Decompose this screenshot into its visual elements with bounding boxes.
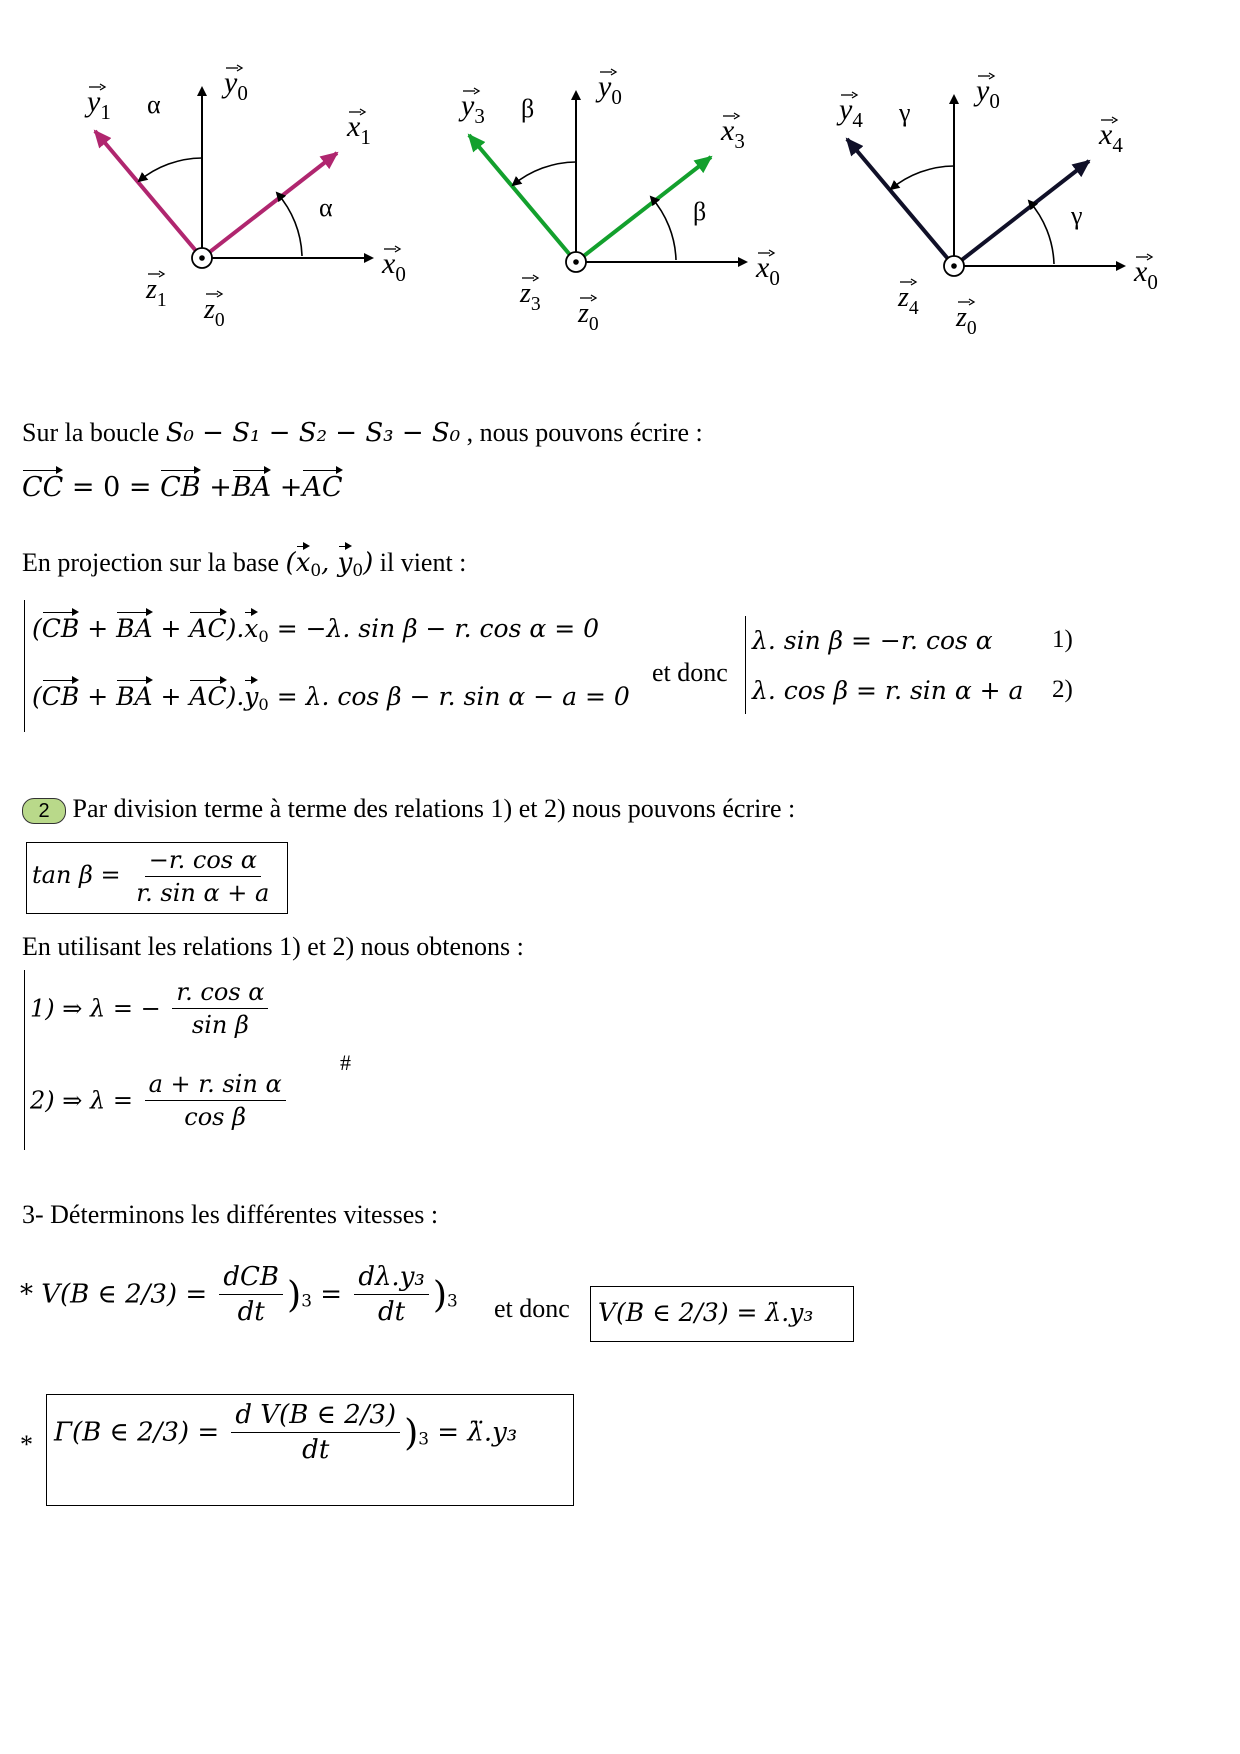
question-badge: 2 <box>22 798 66 824</box>
angle-arc-y <box>513 162 576 185</box>
closure-equation: CC = 0 = CB +BA +AC <box>22 472 343 503</box>
utilisant-sentence: En utilisant les relations 1) et 2) nous obtenons : <box>22 932 524 961</box>
acceleration-denominator: dt <box>302 1435 330 1465</box>
relation-2: λ. cos β = r. sin α + a <box>752 676 1024 705</box>
projection-end: il vient : <box>379 548 467 577</box>
tan-denominator: r. sin α + a <box>136 879 270 907</box>
relations-bar <box>745 616 746 714</box>
velocity-frac2-numerator: dλ.y₃ <box>354 1262 429 1295</box>
angle-arc-y <box>891 166 954 189</box>
angle-arc-x <box>651 197 676 260</box>
angle-diagrams <box>0 0 1240 350</box>
velocity-lhs: V(B ∈ 2/3) = <box>41 1279 208 1310</box>
rotated-y-label: $y_3$ <box>461 89 485 128</box>
angle-label-x: α <box>319 193 333 222</box>
lambda-2-numerator: a + r. sin α <box>145 1070 286 1101</box>
angle-arc-x <box>1029 201 1054 264</box>
acceleration-numerator: d V(B ∈ 2/3) <box>231 1400 400 1433</box>
projection-x-result: = −λ. sin β − r. cos α = 0 <box>276 614 599 643</box>
angle-label-y: β <box>521 94 535 123</box>
lambda-line-1 <box>30 978 272 1039</box>
angle-label-x: β <box>693 197 707 226</box>
velocity-equation: * V(B ∈ 2/3) = $\frac{\text{dCB}}{dt}$ )$_3$ = $\frac{\text{dλ.y₃}}{dt}$ )$_3$ <box>20 1262 458 1327</box>
loop-end: , nous pouvons écrire : <box>466 418 703 447</box>
acceleration-frame: 3 <box>418 1428 430 1449</box>
projection-line-2: (CB + BA + $AC).y_0 = \lambda$. cos β − r. sin α − a = 0 <box>32 682 630 714</box>
tan-lhs: tan β = <box>32 861 121 889</box>
rotated-x-label: $x_3$ <box>721 114 745 153</box>
lambda-system-bar <box>24 970 25 1150</box>
angle-label-y: γ <box>899 98 911 127</box>
projection-sentence: En projection sur la base ($x_0$, $y_0$) il vient : <box>22 548 467 581</box>
rotated-z-label: $z_3$ <box>520 278 541 315</box>
velocity-frac2-denominator: dt <box>378 1297 406 1327</box>
rotated-z-label: $z_1$ <box>146 274 167 311</box>
relation-2-number: 2) <box>1052 676 1073 703</box>
rotated-y-axis <box>95 131 202 258</box>
angle-label-x: γ <box>1071 201 1083 230</box>
projection-line-1: (CB + BA + $AC).x_0 = -\lambda$. sin β − r. cos α = 0 <box>32 614 599 646</box>
velocity-frac1-denominator: dt <box>237 1297 265 1327</box>
closure-zero: = 0 = <box>71 472 152 503</box>
z0-label: $z_0$ <box>578 298 599 335</box>
tan-formula <box>32 846 277 907</box>
z0-label: $z_0$ <box>204 294 225 331</box>
velocity-frac1-numerator: dCB <box>219 1262 283 1295</box>
x0-label: $x_0$ <box>756 251 780 290</box>
acceleration-lhs: Γ(B ∈ 2/3) = <box>54 1417 220 1448</box>
rotated-y-axis <box>469 135 576 262</box>
rotated-z-label: $z_4$ <box>898 282 919 319</box>
lambda-2-denominator: cos β <box>184 1103 246 1131</box>
relation-1: λ. sin β = −r. cos α <box>752 626 993 655</box>
diagram-1 <box>84 65 406 331</box>
lambda-line-2 <box>30 1070 290 1131</box>
y0-label: $y_0$ <box>598 70 622 109</box>
et-donc-label: et donc <box>652 658 728 687</box>
rotated-x-label: $x_1$ <box>347 110 371 149</box>
z0-label: $z_0$ <box>956 302 977 339</box>
relation-1-number: 1) <box>1052 626 1073 653</box>
angle-label-y: α <box>147 90 161 119</box>
lambda-1-label: 1) ⇒ λ = − <box>30 994 161 1023</box>
velocity-et-donc: et donc <box>494 1294 570 1323</box>
lambda-1-numerator: r. cos α <box>172 978 268 1009</box>
rotated-x-axis <box>954 161 1089 266</box>
loop-intro: Sur la boucle <box>22 418 160 447</box>
rotated-y-label: $y_4$ <box>839 93 863 132</box>
angle-arc-y <box>139 158 202 181</box>
angle-arc-x <box>277 193 302 256</box>
y0-label: $y_0$ <box>976 74 1000 113</box>
lambda-1-denominator: sin β <box>191 1011 249 1039</box>
diagram-2 <box>458 69 780 335</box>
y0-label: $y_0$ <box>224 66 248 105</box>
projection-system-bar <box>24 600 25 732</box>
division-text: Par division terme à terme des relations 1) et 2) nous pouvons écrire : <box>72 794 796 823</box>
rotated-x-label: $x_4$ <box>1099 118 1123 157</box>
x0-label: $x_0$ <box>382 247 406 286</box>
acceleration-star: * <box>20 1430 33 1459</box>
tan-numerator: −r. cos α <box>145 846 261 877</box>
rotated-x-axis <box>202 153 337 258</box>
x0-label: $x_0$ <box>1134 255 1158 294</box>
rotated-y-label: $y_1$ <box>87 85 111 124</box>
velocity-frame-1: 3 <box>301 1290 312 1311</box>
lambda-2-label: 2) ⇒ λ = <box>30 1086 133 1115</box>
rotated-y-axis <box>847 139 954 266</box>
acceleration-rhs: = λ̈.y₃ <box>437 1417 518 1448</box>
loop-sentence <box>22 418 703 448</box>
projection-intro: En projection sur la base <box>22 548 280 577</box>
velocity-result: V(B ∈ 2/3) = λ̇.y₃ <box>598 1298 814 1327</box>
velocity-star: * <box>20 1279 33 1310</box>
loop-chain: S₀ − S₁ − S₂ − S₃ − S₀ <box>165 418 461 448</box>
hash-mark: # <box>340 1050 351 1075</box>
diagram-3 <box>836 73 1158 339</box>
projection-y-result: = λ. cos β − r. sin α − a = 0 <box>276 682 630 711</box>
velocity-frame-2: 3 <box>447 1290 458 1311</box>
rotated-x-axis <box>576 157 711 262</box>
section-3-heading: 3- Déterminons les différentes vitesses : <box>22 1200 439 1229</box>
acceleration-equation: Γ(B ∈ 2/3) = $\frac{\text{d V(B ∈ 2/3)}}{dt}$ )$_3$ = λ̈.y₃ <box>54 1400 518 1465</box>
division-sentence <box>22 794 795 824</box>
